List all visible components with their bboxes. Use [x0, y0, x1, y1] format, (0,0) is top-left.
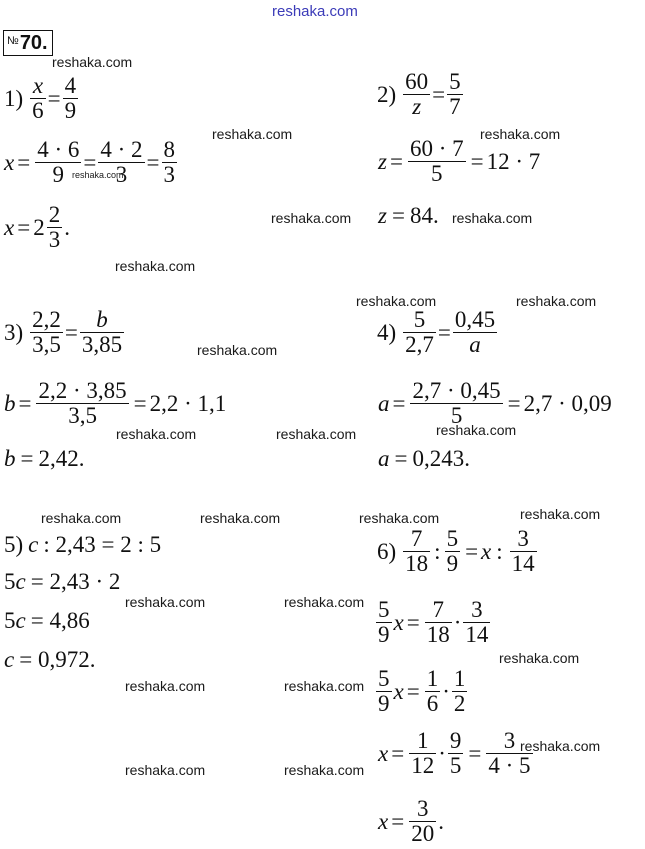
p1-l3-whole: 2	[33, 215, 45, 241]
p6-l2-den-2: 14	[465, 622, 489, 648]
p6-l4-num-1: 1	[416, 728, 429, 753]
p1-den-right: 9	[64, 98, 77, 124]
equals-sign: =	[389, 149, 403, 175]
p4-frac-right	[453, 308, 497, 357]
p6-l1-num-3: 3	[517, 526, 529, 551]
p6-line-2	[374, 598, 492, 647]
p2-l2-den: 5	[431, 161, 443, 187]
p6-line-3	[374, 667, 469, 716]
p1-l2-num-3: 8	[163, 137, 176, 162]
p6-l1-den-3: 14	[511, 551, 535, 577]
p5-l1-var: c	[28, 532, 39, 557]
watermark: reshaka.com	[516, 293, 597, 309]
equals-sign: =	[47, 86, 61, 112]
p6-l2-den-0: 9	[378, 622, 390, 648]
watermark: reshaka.com	[125, 678, 206, 694]
problem-number-box	[3, 30, 53, 56]
equals-sign: =	[468, 741, 482, 767]
p2-den-right: 7	[449, 94, 461, 120]
watermark: reshaka.com	[359, 510, 440, 526]
p5-l3-rest: = 4,86	[30, 608, 90, 633]
p6-l2-frac-0	[376, 598, 392, 647]
equals-sign: =	[64, 320, 78, 346]
equals-sign: =	[394, 446, 408, 471]
p2-l2-frac	[408, 137, 466, 186]
p4-num-left: 5	[413, 307, 426, 332]
p1-l2-num-2: 4 · 2	[100, 137, 143, 162]
equals-sign: =	[146, 150, 160, 176]
p4-den-left: 2,7	[405, 332, 434, 358]
p6-l5-var: x	[378, 809, 389, 835]
dot-sign: ·	[442, 679, 450, 705]
watermark: reshaka.com	[520, 506, 601, 522]
p3-l2-result: 2,2 · 1,1	[149, 391, 227, 417]
p6-l3-frac-0	[376, 667, 392, 716]
p6-l4-frac-2	[448, 729, 464, 778]
p6-l5-frac	[409, 797, 436, 846]
watermark: reshaka.com	[72, 170, 124, 180]
equals-sign: =	[18, 391, 32, 417]
p6-l1-frac-2	[445, 527, 461, 576]
equals-sign: =	[507, 391, 521, 417]
p2-num-right: 5	[449, 69, 461, 94]
p4-label: 4)	[377, 320, 397, 346]
watermark: reshaka.com	[200, 510, 281, 526]
p1-frac-left	[30, 74, 46, 123]
watermark: reshaka.com	[356, 293, 437, 309]
equals-sign: =	[17, 215, 31, 241]
p4-l2-var: a	[378, 391, 390, 417]
p2-l3-var: z	[378, 203, 387, 228]
watermark: reshaka.com	[520, 738, 601, 754]
p3-num-right: b	[96, 307, 108, 332]
p3-line-1	[4, 308, 126, 357]
p1-l2-num-1: 4 · 6	[37, 137, 80, 162]
watermark: reshaka.com	[284, 762, 365, 778]
equals-sign: =	[437, 320, 451, 346]
p6-l1-frac-1	[403, 527, 430, 576]
equals-sign: =	[465, 539, 479, 565]
p5-l1-rest: : 2,43 = 2 : 5	[43, 532, 162, 557]
ratio-sign: :	[496, 539, 503, 565]
p1-l3-frac	[47, 203, 63, 252]
equals-sign: =	[470, 149, 484, 175]
p6-l2-frac-2	[463, 598, 490, 647]
p6-l5-num: 3	[416, 796, 429, 821]
p6-l1-frac-3	[510, 527, 537, 576]
p2-label: 2)	[377, 82, 397, 108]
p6-l4-frac-1	[409, 729, 436, 778]
p6-l3-var: x	[393, 679, 404, 705]
p3-l2-var: b	[4, 391, 16, 417]
equals-sign: =	[432, 82, 446, 108]
p6-l5-end: .	[438, 809, 444, 835]
p1-num-left: x	[32, 73, 44, 98]
p1-l2-frac-3	[162, 138, 178, 187]
watermark: reshaka.com	[116, 426, 197, 442]
p5-l3-coef: 5	[4, 608, 16, 633]
p2-l2-var: z	[378, 149, 387, 175]
p6-l4-var: x	[378, 741, 389, 767]
p6-l4-den-1: 12	[411, 753, 435, 779]
p6-l1-den-1: 18	[405, 551, 429, 577]
watermark: reshaka.com	[271, 210, 352, 226]
watermark: reshaka.com	[480, 126, 561, 142]
p6-l3-frac-1	[425, 667, 441, 716]
p2-line-3	[378, 204, 439, 227]
p1-l2-den-1: 9	[52, 162, 65, 188]
p2-line-2	[378, 137, 540, 186]
p6-line-1	[377, 527, 539, 576]
p2-l2-result: 12 · 7	[486, 149, 541, 175]
watermark: reshaka.com	[125, 594, 206, 610]
p4-l2-num: 2,7 · 0,45	[412, 378, 501, 403]
p1-label: 1)	[4, 86, 24, 112]
equals-sign: =	[406, 679, 420, 705]
p5-l2-rest: = 2,43 · 2	[30, 569, 121, 594]
equals-sign: =	[406, 610, 420, 636]
equals-sign: =	[83, 150, 97, 176]
p3-frac-left	[30, 308, 63, 357]
p3-l3-var: b	[4, 446, 16, 471]
p1-line-3	[4, 203, 70, 252]
p3-l2-frac	[36, 379, 128, 428]
p1-l3-num: 2	[48, 202, 61, 227]
equals-sign: =	[133, 391, 147, 417]
p1-l2-var: x	[4, 150, 15, 176]
p6-l4-num-3: 3	[503, 728, 516, 753]
p6-l3-den-2: 2	[453, 691, 466, 717]
p1-den-left: 6	[32, 98, 44, 124]
p3-num-left: 2,2	[32, 307, 61, 332]
p4-l3-var: a	[378, 446, 390, 471]
p1-num-right: 4	[64, 73, 77, 98]
p4-num-right: 0,45	[454, 307, 496, 332]
dot-sign: ·	[453, 610, 462, 636]
equals-sign: =	[392, 391, 406, 417]
p5-line-3	[4, 609, 90, 632]
ratio-sign: :	[434, 539, 441, 565]
p4-l3-result: 0,243.	[412, 446, 470, 471]
p5-label: 5)	[4, 532, 24, 557]
p1-l3-den: 3	[48, 227, 61, 253]
p3-l2-den: 3,5	[68, 403, 97, 429]
p5-l3-var: c	[15, 608, 26, 633]
watermark: reshaka.com	[499, 650, 580, 666]
p2-l3-result: 84.	[409, 203, 439, 228]
p5-l2-var: c	[15, 569, 26, 594]
p4-l2-result: 2,7 · 0,09	[523, 391, 612, 417]
p4-l2-den: 5	[450, 403, 463, 429]
p2-num-left: 60	[405, 69, 429, 94]
equals-sign: =	[391, 741, 405, 767]
p3-den-right: 3,85	[81, 332, 123, 358]
problem-number: 70.	[19, 32, 48, 54]
p5-l4-rest: = 0,972.	[19, 647, 96, 672]
p6-l4-num-2: 9	[449, 728, 462, 753]
p3-line-2	[4, 379, 226, 428]
p5-line-1	[4, 533, 161, 556]
p6-l4-den-2: 5	[449, 753, 462, 779]
p3-label: 3)	[4, 320, 24, 346]
p4-den-right: a	[469, 332, 481, 358]
watermark: reshaka.com	[212, 126, 293, 142]
watermark: reshaka.com	[284, 594, 365, 610]
p6-l3-num-0: 5	[378, 666, 390, 691]
p6-l5-den: 20	[411, 821, 435, 847]
p4-line-1	[377, 308, 499, 357]
p1-l2-den-3: 3	[163, 162, 176, 188]
equals-sign: =	[391, 203, 405, 228]
p3-l3-result: 2,42.	[38, 446, 85, 471]
watermark: reshaka.com	[284, 678, 365, 694]
p3-frac-right	[80, 308, 124, 357]
watermark: reshaka.com	[452, 210, 533, 226]
p1-l2-den-2: 3	[115, 162, 128, 188]
number-sign: №	[7, 35, 19, 47]
p2-line-1	[377, 70, 465, 119]
p5-line-4	[4, 648, 95, 671]
p3-l2-num: 2,2 · 3,85	[38, 378, 127, 403]
equals-sign: =	[391, 809, 405, 835]
watermark: reshaka.com	[41, 510, 122, 526]
p2-den-left: z	[412, 94, 422, 120]
p6-l3-num-1: 1	[426, 666, 439, 691]
p5-l2-coef: 5	[4, 569, 16, 594]
p6-l2-num-2: 3	[471, 597, 483, 622]
watermark: reshaka.com	[115, 258, 196, 274]
p6-l2-frac-1	[425, 598, 452, 647]
p1-frac-right	[63, 74, 79, 123]
p6-line-4	[378, 729, 535, 778]
p6-l3-frac-2	[452, 667, 468, 716]
p6-l2-num-1: 7	[432, 597, 444, 622]
p6-line-5	[378, 797, 444, 846]
p6-l2-den-1: 18	[426, 622, 450, 648]
p6-l3-num-2: 1	[453, 666, 466, 691]
p3-line-3	[4, 447, 84, 470]
equals-sign: =	[17, 150, 31, 176]
watermark: reshaka.com	[125, 762, 206, 778]
watermark: reshaka.com	[436, 422, 517, 438]
p4-line-3	[378, 447, 470, 470]
equals-sign: =	[20, 446, 34, 471]
p4-line-2	[378, 379, 612, 428]
p3-den-left: 3,5	[32, 332, 61, 358]
p6-l1-den-2: 9	[446, 551, 459, 577]
p6-l4-den-3: 4 · 5	[488, 753, 531, 779]
watermark: reshaka.com	[197, 342, 278, 358]
watermark-top: reshaka.com	[272, 3, 358, 20]
p6-l3-den-0: 9	[378, 691, 390, 717]
p4-l2-frac	[410, 379, 502, 428]
p2-l2-num: 60 · 7	[409, 136, 464, 161]
p4-frac-left	[403, 308, 436, 357]
p6-l2-num-0: 5	[378, 597, 390, 622]
p2-frac-right	[447, 70, 463, 119]
watermark: reshaka.com	[276, 426, 357, 442]
p1-line-1	[4, 74, 80, 123]
p2-frac-left	[403, 70, 430, 119]
watermark: reshaka.com	[52, 54, 133, 70]
p6-l2-var: x	[393, 610, 404, 636]
dot-sign: ·	[438, 741, 446, 767]
p6-l1-num-1: 7	[410, 526, 423, 551]
p6-l1-var: x	[481, 539, 492, 565]
p5-line-2	[4, 570, 120, 593]
p1-l3-end: .	[64, 215, 70, 241]
p6-l1-num-2: 5	[446, 526, 459, 551]
p6-label: 6)	[377, 539, 397, 565]
p6-l3-den-1: 6	[426, 691, 439, 717]
p5-l4-var: c	[4, 647, 15, 672]
p1-l3-var: x	[4, 215, 15, 241]
